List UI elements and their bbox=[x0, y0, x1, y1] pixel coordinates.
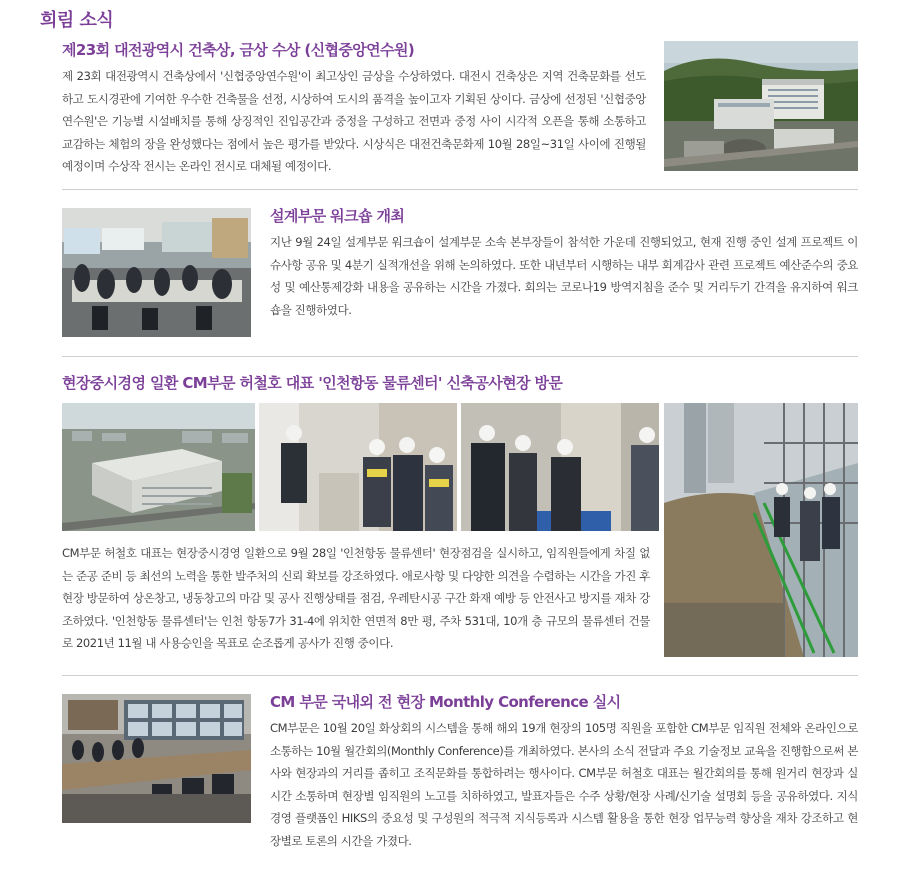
article-headline: 제23회 대전광역시 건축상, 금상 수상 (신협중앙연수원) bbox=[62, 41, 415, 59]
article-headline: 설계부문 워크숍 개최 bbox=[270, 207, 405, 225]
logistics-center-aerial bbox=[62, 403, 255, 531]
article-architecture-award bbox=[62, 40, 652, 178]
article-design-workshop bbox=[270, 206, 858, 321]
article-body: CM부문은 10월 20일 화상회의 시스템을 통해 해외 19개 현장의 105명 직원을 포함한 CM부문 임직원 전체와 온라인으로 소통하는 10월 월간회의(Monthly Conference)를 개최하였다. 본사의 소식 전달과 주요 기술정보 교육을 진행함으로써 본사와 현장과의 거리를 좁히고 조직문화를 통합하려는 행사이다. CM부문 허철호 대표는 월간회의를 통해 원거리 현장과 실시간 소통하며 현장별 임직원의 노고를 치하하였고, 발표자들은 수주 상황/현장 사례/신기술 설명회 등을 공유하였다. 지식경영 플랫폼인 HIKS의 중요성 및 구성원의 적극적 지식등록과 시스템 활용을 통한 현장 업무능력 향상을 재차 강조하고 현장별로 토론의 시간을 가졌다. bbox=[270, 721, 858, 848]
article-body: 지난 9월 24일 설계부문 워크숍이 설계부문 소속 본부장들이 참석한 가운데 진행되었고, 현재 진행 중인 설계 프로젝트 이슈사항 공유 및 4분기 실적개선을 위해 논의하였다. 또한 내년부터 시행하는 내부 회계감사 관련 프로젝트 예산준수의 중요성 및 예산통제강화 내용을 공유하는 시간을 가졌다. 회의는 코로나19 방역지침을 준수 및 거리두기 간격을 유지하여 워크숍을 진행하였다. bbox=[270, 235, 858, 317]
article-site-visit bbox=[62, 373, 652, 393]
article-divider bbox=[62, 675, 858, 676]
article-monthly-conference bbox=[270, 692, 858, 852]
workshop-photo bbox=[62, 208, 251, 337]
article-divider bbox=[62, 356, 858, 357]
building-aerial-photo bbox=[664, 41, 858, 171]
section-title: 희림 소식 bbox=[40, 10, 114, 31]
site-visit-photo-2 bbox=[461, 403, 659, 531]
scaffolding-photo bbox=[664, 403, 858, 657]
article-body: 제 23회 대전광역시 건축상에서 '신협중앙연수원'이 최고상인 금상을 수상하였다. 대전시 건축상은 지역 건축문화를 선도하고 도시경관에 기여한 우수한 건축물을 선정, 시상하여 도시의 품격을 높이고자 기획된 상이다. 금상에 선정된 '신협중앙연수원'은 기능별 시설배치를 통해 상징적인 진입공간과 중정을 구성하고 전면과 중정 사이 시각적 오픈을 통해 소통하고 교감하는 체험의 장을 완성했다는 점에서 높은 평가를 받았다. 시상식은 대전건축문화제 10월 28일~31일 사이에 진행될 예정이며 수상작 전시는 온라인 전시로 대체될 예정이다. bbox=[62, 69, 646, 173]
video-conference-photo bbox=[62, 694, 251, 823]
article-headline: 현장중시경영 일환 CM부문 허철호 대표 '인천항동 물류센터' 신축공사현장 방문 bbox=[62, 374, 563, 392]
site-visit-photo-1 bbox=[259, 403, 457, 531]
article-headline: CM 부문 국내외 전 현장 Monthly Conference 실시 bbox=[270, 693, 621, 711]
article-site-visit-body bbox=[62, 542, 650, 655]
article-divider bbox=[62, 189, 858, 190]
article-body: CM부문 허철호 대표는 현장중시경영 일환으로 9월 28일 '인천항동 물류센터' 현장점검을 실시하고, 임직원들에게 차질 없는 준공 준비 등 최선의 노력을 통한 발주처의 신뢰 확보를 강조하였다. 애로사항 및 다양한 의견을 수렴하는 시간을 가진 후 현장 방문하여 상온창고, 냉동창고의 마감 및 공사 진행상태를 점검, 우레탄시공 구간 화재 예방 등 안전사고 방지를 재차 강조하였다. '인천항동 물류센터'는 인천 항동7가 31-4에 위치한 연면적 8만 평, 주차 531대, 10개 층 규모의 물류센터 건물로 2021년 11월 내 사용승인을 목표로 순조롭게 공사가 진행 중이다. bbox=[62, 546, 650, 650]
